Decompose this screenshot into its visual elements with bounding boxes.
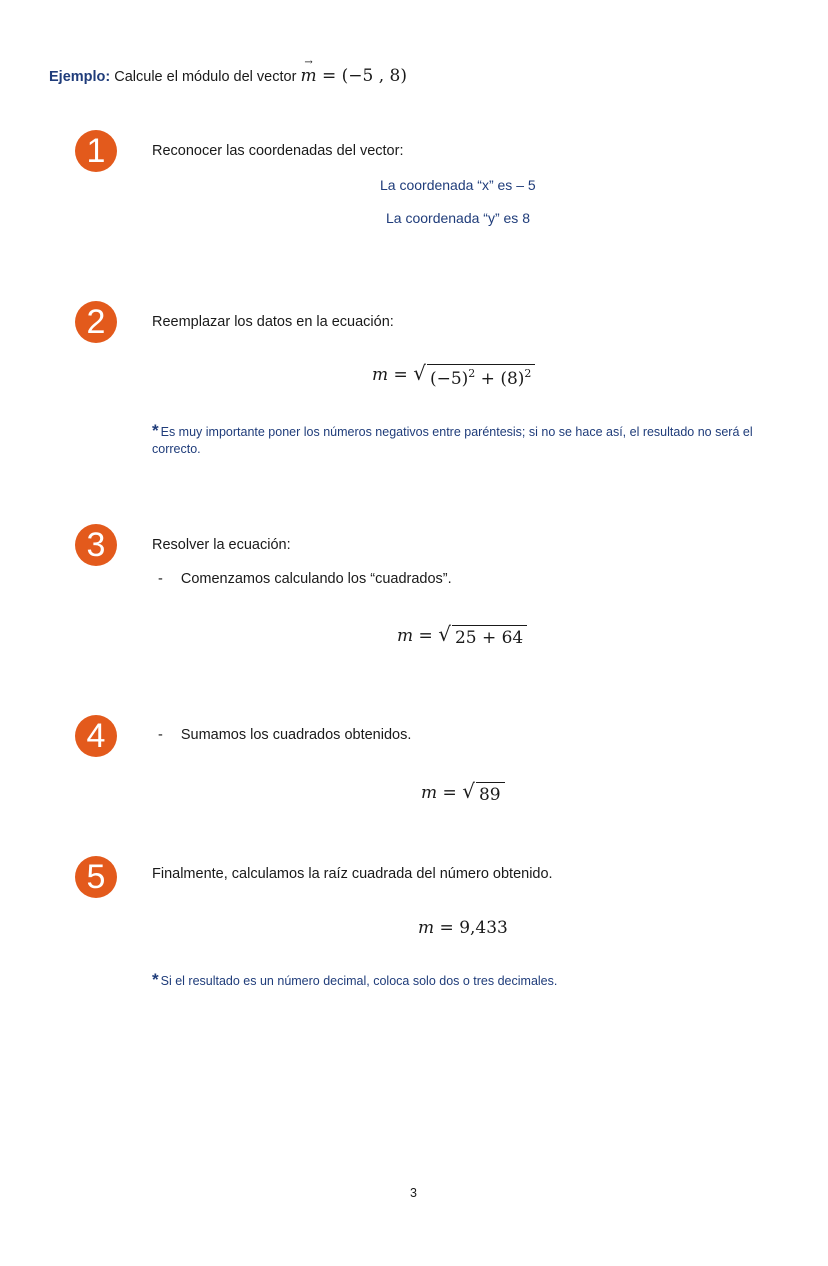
radical-icon: √ (413, 361, 426, 385)
step-1-text: Reconocer las coordenadas del vector: (152, 143, 404, 159)
step-4-badge: 4 (75, 715, 117, 757)
vector-symbol: → m (300, 57, 317, 86)
step-1-detail-y: La coordenada “y” es 8 (386, 210, 530, 226)
step-5-note: * Si el resultado es un número decimal, coloca solo dos o tres decimales. (152, 970, 558, 989)
page-number: 3 (410, 1186, 417, 1200)
step-2-badge: 2 (75, 301, 117, 343)
example-label: Ejemplo: (49, 69, 111, 85)
step-2-formula: m = √ $(-5)^2 + (8)^2$ (372, 363, 535, 389)
step-4-formula: m = √ 89 (421, 781, 505, 805)
step-2-note: * Es muy importante poner los números negativos entre paréntesis; si no se hace así, el resultado no será el correcto. (152, 421, 753, 456)
asterisk-icon: * (152, 421, 159, 440)
step-3-text: Resolver la ecuación: (152, 537, 291, 553)
square-root: √ 89 (462, 781, 504, 805)
example-text: Calcule el módulo del vector (114, 69, 297, 85)
vector-expression (300, 57, 407, 86)
radical-icon: √ (438, 622, 451, 646)
step-3-bullet: - Comenzamos calculando los “cuadrados”. (158, 571, 452, 587)
vector-value: = (−5 , 8) (321, 66, 407, 86)
step-2-text: Reemplazar los datos en la ecuación: (152, 314, 394, 330)
radical-icon: √ (462, 779, 475, 803)
step-1-badge: 1 (75, 130, 117, 172)
step-5-badge: 5 (75, 856, 117, 898)
square-root: √ 25 + 64 (438, 624, 527, 648)
example-heading (49, 57, 407, 86)
step-1-detail-x: La coordenada “x” es – 5 (380, 177, 536, 193)
step-5-text: Finalmente, calculamos la raíz cuadrada del número obtenido. (152, 866, 553, 882)
step-3-badge: 3 (75, 524, 117, 566)
square-root: √ $(-5)^2 + (8)^2$ (413, 363, 535, 389)
step-4-bullet: - Sumamos los cuadrados obtenidos. (158, 727, 412, 743)
asterisk-icon: * (152, 970, 159, 989)
step-5-formula: m = 9,433 (418, 918, 508, 938)
step-3-formula: m = √ 25 + 64 (397, 624, 527, 648)
vector-arrow-icon: → (304, 57, 313, 68)
